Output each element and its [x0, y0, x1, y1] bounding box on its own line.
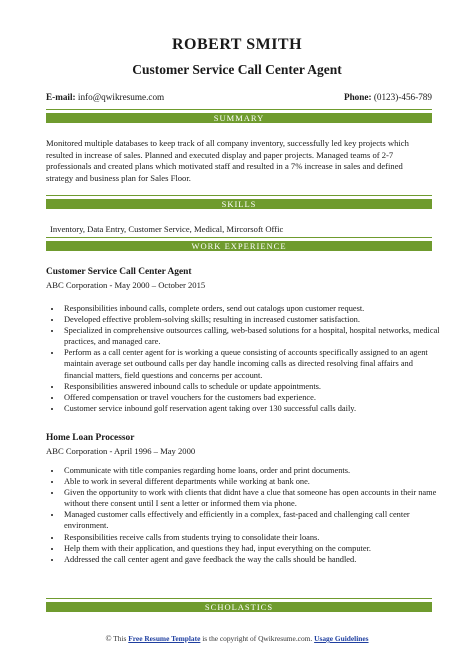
footer-middle: is the copyright of Qwikresume.com. — [202, 634, 313, 643]
summary-text: Monitored multiple databases to keep track of all company inventory, successfully led key projects which resulted in increase of sales. Planned and executed display and paper projects. Managed teams of 2-7 professionals and created plans which motivated staff and resulted in a 7% increase in sales and defined strategy and business plan for Sales Floor. — [46, 138, 409, 183]
list-item: • Responsibilities inbound calls, complete orders, send out catalogs upon customer request. — [62, 303, 442, 314]
list-item: • Given the opportunity to work with clients that didnt have a clue that someone has open accounts in their name without there consent until I sent a letter or informed them via phone. — [62, 487, 442, 509]
job-meta: ABC Corporation - May 2000 – October 2015 — [46, 280, 206, 290]
copyright-icon: © — [105, 634, 112, 643]
candidate-name: ROBERT SMITH — [171, 36, 303, 53]
list-item: • Responsibilities receive calls from students trying to consolidate their loans. — [62, 532, 442, 543]
list-item: • Developed effective problem-solving skills; resulting in increased customer satisfaction. — [62, 314, 442, 325]
email-value: info@qwikresume.com — [77, 92, 165, 102]
list-item: • Able to work in several different departments while working at bank one. — [62, 476, 442, 487]
phone-block — [344, 92, 432, 102]
job-title: Customer Service Call Center Agent — [46, 267, 192, 277]
copyright-footer — [0, 634, 474, 643]
job-responsibilities — [46, 303, 442, 414]
email-block — [46, 92, 164, 102]
summary-heading: SUMMARY — [46, 113, 432, 123]
job-title: Home Loan Processor — [46, 433, 135, 443]
phone-value: (0123)-456-789 — [373, 92, 432, 102]
list-item: • Responsibilities answered inbound calls to schedule or update appointments. — [62, 381, 442, 392]
list-item: • Addressed the call center agent and gave feedback the way the calls should be handled. — [62, 554, 442, 565]
phone-label: Phone: — [343, 92, 372, 102]
work-experience-heading: WORK EXPERIENCE — [46, 241, 432, 251]
skills-heading: SKILLS — [46, 199, 432, 209]
scholastics-heading: SCHOLASTICS — [46, 602, 432, 612]
list-item: • Managed customer calls effectively and efficiently in a complex, fast-paced and challenging call center environment. — [62, 509, 442, 531]
list-item: • Perform as a call center agent for is working a queue consisting of accounts specifically assigned to an agent maintain average set outbound calls per day handle incoming calls as directed resolving final affairs and financial matters, field questions and concerns per account. — [62, 347, 442, 380]
list-item: • Communicate with title companies regarding home loans, order and print documents. — [62, 465, 442, 476]
skills-text: Inventory, Data Entry, Customer Service, Medical, Mircorsoft Offic — [50, 224, 284, 234]
usage-guidelines-link[interactable]: Usage Guidelines — [314, 634, 369, 643]
list-item: • Help them with their application, and questions they had, input everything on the computer. — [62, 543, 442, 554]
footer-prefix: This — [113, 634, 127, 643]
email-label: E-mail: — [46, 92, 76, 102]
list-item: • Specialized in comprehensive outsources calling, web-based solutions for a hospital, hospital networks, medical practices, and managed care. — [62, 325, 442, 347]
list-item: • Offered compensation or travel vouchers for the customers bad experience. — [62, 392, 442, 403]
job-responsibilities — [46, 465, 442, 565]
list-item: • Customer service inbound golf reservation agent taking over 130 successful calls daily. — [62, 403, 442, 414]
free-resume-template-link[interactable]: Free Resume Template — [128, 634, 201, 643]
candidate-title: Customer Service Call Center Agent — [132, 62, 342, 77]
job-meta: ABC Corporation - April 1996 – May 2000 — [46, 446, 196, 456]
